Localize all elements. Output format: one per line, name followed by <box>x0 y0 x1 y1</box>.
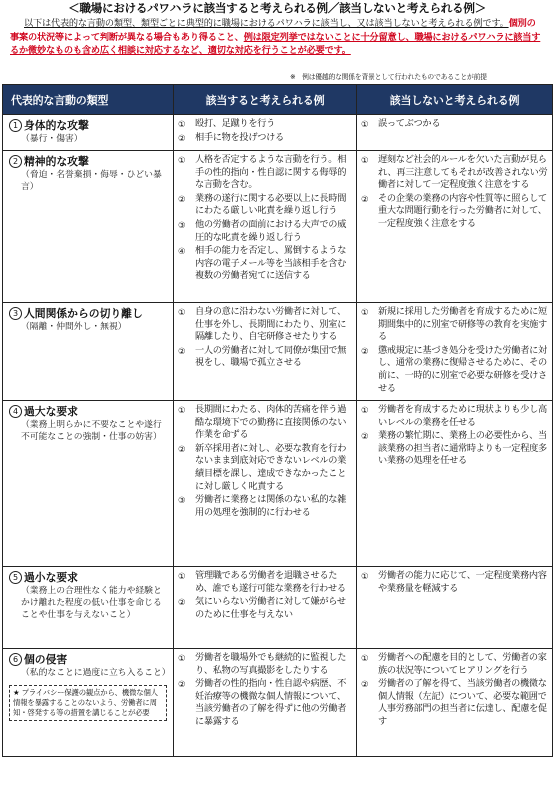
example-item <box>361 154 548 192</box>
applicable-examples-cell <box>174 567 357 649</box>
category-number: 3 <box>9 307 22 320</box>
example-text: 遅刻など社会的ルールを欠いた言動が見られ、再三注意してもそれが改善されない労働者に対して一定程度強く注意をする <box>378 154 548 191</box>
premise-note: ※ 例は優越的な関係を背景として行われたものであることが前提 <box>290 73 487 81</box>
example-text: 業務の繁忙期に、業務上の必要性から、当該業務の担当者に通常時よりも一定程度多い業務の処理を任せる <box>378 430 547 467</box>
category-subtitle: （私的なことに過度に立ち入ること） <box>21 668 171 678</box>
example-text: 気にいらない労働者に対して嫌がらせのために仕事を与えない <box>195 596 346 620</box>
example-text: 自身の意に沿わない労働者に対して、仕事を外し、長期間にわたり、別室に隔離したり、自宅研修させたりする <box>195 306 347 343</box>
example-text: 労働者を育成するために現状よりも少し高いレベルの業務を任せる <box>378 404 547 428</box>
category-subtitle: （業務上明らかに不要なことや遂行不可能なことの強制・仕事の妨害） <box>21 420 162 442</box>
example-item <box>178 118 352 131</box>
example-marker: ③ <box>178 219 186 230</box>
category-number: 5 <box>9 571 22 584</box>
category-cell <box>3 115 174 151</box>
not-applicable-examples-cell <box>357 649 553 757</box>
example-text: 相手の能力を否定し、罵倒するような内容の電子メール等を当該相手を含む複数の労働者宛てに送信する <box>195 245 347 282</box>
example-marker: ③ <box>178 495 186 506</box>
example-marker: ② <box>178 679 186 690</box>
category-title: 人間関係からの切り離し <box>24 307 143 320</box>
example-text: 労働者の性的指向・性自認や病歴、不妊治療等の機微な個人情報について、当該労働者の了解を得ずに他の労働者に暴露する <box>195 678 347 727</box>
example-text: 殴打、足蹴りを行う <box>195 118 275 129</box>
category-name <box>9 405 167 419</box>
intro-paragraph <box>10 17 544 58</box>
example-marker: ① <box>361 155 369 165</box>
example-text: 新規に採用した労働者を育成するために短期間集中的に別室で研修等の教育を実施する <box>378 306 547 343</box>
example-item <box>178 570 352 595</box>
category-name <box>9 307 167 321</box>
example-item <box>178 154 352 192</box>
example-item <box>178 494 352 519</box>
example-marker: ① <box>178 571 186 581</box>
category-subtitle: （暴行・傷害） <box>21 134 83 144</box>
example-text: 長期間にわたる、肉体的苦痛を伴う過酷な環境下での勤務に直接関係のない作業を命ずる <box>195 404 347 441</box>
example-text: 労働者の了解を得て、当該労働者の機微な個人情報（左記）について、必要な範囲で人事労務部門の担当者に伝達し、配慮を促す <box>378 678 547 727</box>
example-marker: ① <box>178 119 186 129</box>
applicable-examples-cell <box>174 115 357 151</box>
example-text: 他の労働者の面前における大声での威圧的な叱責を繰り返し行う <box>195 218 347 243</box>
category-name <box>9 155 167 169</box>
example-marker: ④ <box>178 246 186 257</box>
not-applicable-examples-cell <box>357 151 553 303</box>
example-item <box>361 345 548 395</box>
example-item <box>178 193 352 218</box>
category-subtitle: （隔離・仲間外し・無視） <box>21 322 127 332</box>
example-item <box>178 345 352 370</box>
example-item <box>361 430 548 468</box>
category-number: 2 <box>9 155 22 168</box>
example-marker: ① <box>178 155 186 165</box>
example-marker: ② <box>361 193 369 204</box>
example-text: 一人の労働者に対して同僚が集団で無視をし、職場で孤立させる <box>195 344 347 369</box>
applicable-examples-cell <box>174 401 357 567</box>
header-applicable: 該当すると考えられる例 <box>174 85 357 115</box>
example-marker: ② <box>178 597 186 608</box>
page-title: ＜職場におけるパワハラに該当すると考えられる例／該当しないと考えられる例＞ <box>68 1 486 15</box>
not-applicable-examples-cell <box>357 115 553 151</box>
example-marker: ① <box>361 405 369 415</box>
example-marker: ② <box>178 345 186 356</box>
example-marker: ① <box>178 405 186 415</box>
category-subtitle: （業務上の合理性なく能力や経験とかけ離れた程度の低い仕事を命じることや仕事を与えないこと） <box>21 586 162 620</box>
intro-text: 以下は代表的な言動の類型、類型ごとに典型的に職場におけるパワハラに該当し、又は該当しないと考えられる例です。 <box>24 18 509 29</box>
applicable-examples-cell <box>174 151 357 303</box>
example-marker: ② <box>361 679 369 690</box>
example-item <box>178 443 352 493</box>
example-item <box>361 570 548 595</box>
example-item <box>178 132 352 145</box>
example-text: 労働者の能力に応じて、一定程度業務内容や業務量を軽減する <box>378 570 547 594</box>
header-not-applicable: 該当しないと考えられる例 <box>357 85 553 115</box>
table-row <box>3 115 553 151</box>
example-item <box>178 652 352 677</box>
category-title: 過大な要求 <box>24 405 78 418</box>
example-text: その企業の業務の内容や性質等に照らして重大な問題行動を行った労働者に対して、一定程度強く注意をする <box>378 192 547 229</box>
example-text: 人格を否定するような言動を行う。相手の性的指向・性自認に関する侮辱的な言動を含む。 <box>195 154 347 191</box>
example-item <box>178 219 352 244</box>
category-cell <box>3 401 174 567</box>
example-text: 労働者に業務とは関係のない私的な雑用の処理を強制的に行わせる <box>195 494 347 518</box>
example-item <box>361 118 548 131</box>
example-marker: ② <box>178 132 186 143</box>
applicable-examples-cell <box>174 303 357 401</box>
category-cell <box>3 567 174 649</box>
example-item <box>361 652 548 677</box>
applicable-examples-cell <box>174 649 357 757</box>
category-name <box>9 119 167 133</box>
table-row <box>3 303 553 401</box>
example-marker: ① <box>178 653 186 663</box>
table-row <box>3 649 553 757</box>
category-number: 6 <box>9 653 22 666</box>
category-cell <box>3 649 174 757</box>
example-item <box>178 678 352 728</box>
table-row <box>3 151 553 303</box>
example-text: 管理職である労働者を退職させるため、誰でも遂行可能な業務を行わせる <box>195 570 346 594</box>
example-item <box>178 306 352 344</box>
example-item <box>361 306 548 344</box>
example-text: 懲戒規定に基づき処分を受けた労働者に対し、通常の業務に復帰させるために、その前に、一時的に別室で必要な研修を受けさせる <box>378 344 547 394</box>
table-row <box>3 567 553 649</box>
category-subtitle: （脅迫・名誉棄損・侮辱・ひどい暴言） <box>21 170 162 192</box>
category-number: 4 <box>9 405 22 418</box>
table-row <box>3 401 553 567</box>
not-applicable-examples-cell <box>357 303 553 401</box>
example-item <box>361 193 548 231</box>
privacy-note: ★ プライバシー保護の観点から、機微な個人情報を暴露することのないよう、労働者に周知・啓発する等の措置を講じることが必要 <box>9 685 167 721</box>
example-marker: ① <box>361 571 369 581</box>
example-marker: ② <box>178 443 186 454</box>
category-title: 過小な要求 <box>24 571 78 584</box>
example-text: 相手に物を投げつける <box>195 131 284 143</box>
example-item <box>178 245 352 283</box>
example-marker: ② <box>178 193 186 204</box>
category-cell <box>3 151 174 303</box>
example-item <box>178 596 352 621</box>
example-marker: ① <box>361 653 369 663</box>
category-title: 精神的な攻撃 <box>24 155 89 168</box>
example-item <box>361 678 548 728</box>
example-marker: ① <box>361 119 369 129</box>
category-name <box>9 571 167 585</box>
intro-warning-2: 例は限定列挙ではないことに十分留意し、職場におけるパワハラに該当するか微妙なものも含め広く相談に対応するなど、適切な対応を行うことが必要です。 <box>10 31 541 57</box>
example-marker: ② <box>361 345 369 356</box>
header-category: 代表的な言動の類型 <box>3 85 174 115</box>
example-item <box>361 404 548 429</box>
category-cell <box>3 303 174 401</box>
category-title: 個の侵害 <box>24 653 68 666</box>
table-header-row <box>3 85 553 115</box>
example-marker: ① <box>178 307 186 317</box>
example-text: 誤ってぶつかる <box>378 118 441 129</box>
example-marker: ① <box>361 307 369 317</box>
category-title: 身体的な攻撃 <box>24 119 89 132</box>
example-item <box>178 404 352 442</box>
category-number: 1 <box>9 119 22 132</box>
harassment-examples-table <box>2 84 553 757</box>
example-text: 労働者への配慮を目的として、労働者の家族の状況等についてヒアリングを行う <box>378 652 547 676</box>
example-text: 労働者を職場外でも継続的に監視したり、私物の写真撮影をしたりする <box>195 652 347 676</box>
example-text: 業務の遂行に関する必要以上に長時間にわたる厳しい叱責を繰り返し行う <box>195 192 347 217</box>
example-text: 新卒採用者に対し、必要な教育を行わないまま到底対応できないレベルの業績目標を課し、達成できなかったことに対し厳しく叱責する <box>195 442 347 492</box>
example-marker: ② <box>361 431 369 442</box>
intro-warning-1: 個別の事案の状況等によって判断が異なる場合もあり得ること、 <box>10 18 536 43</box>
not-applicable-examples-cell <box>357 567 553 649</box>
category-name <box>9 653 167 667</box>
not-applicable-examples-cell <box>357 401 553 567</box>
